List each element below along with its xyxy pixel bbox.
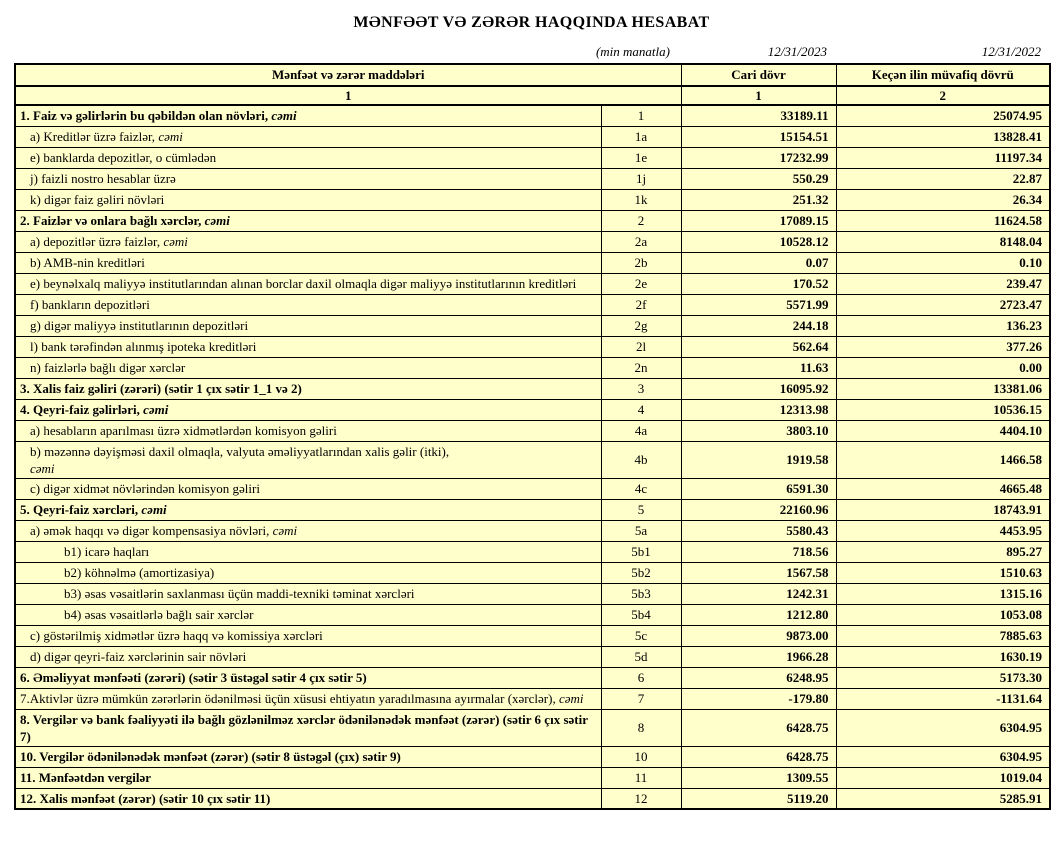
row-label: 6. Əməliyyat mənfəəti (zərəri) (sətir 3 üstəgəl sətir 4 çıx sətir 5) [15,667,601,688]
table-row [15,667,1050,688]
row-value-current: 17089.15 [681,210,836,231]
row-value-current: 17232.99 [681,147,836,168]
row-value-previous: 8148.04 [836,231,1050,252]
row-code: 1 [601,105,681,126]
row-value-previous: 377.26 [836,336,1050,357]
row-value-previous: 25074.95 [836,105,1050,126]
table-header-row [15,64,1050,86]
row-value-previous: 18743.91 [836,499,1050,520]
table-row [15,562,1050,583]
row-code: 1j [601,168,681,189]
row-value-previous: 1315.16 [836,583,1050,604]
row-value-previous: 4404.10 [836,420,1050,441]
row-label: l) bank tərəfindən alınmış ipoteka kreditləri [15,336,601,357]
row-code: 10 [601,746,681,767]
row-label: a) hesabların aparılması üzrə xidmətlərdən komisyon gəliri [15,420,601,441]
row-value-current: 550.29 [681,168,836,189]
row-value-previous: 13828.41 [836,126,1050,147]
row-value-previous: 6304.95 [836,709,1050,746]
header-items: Mənfəət və zərər maddələri [15,64,681,86]
row-value-current: 5571.99 [681,294,836,315]
row-code: 5b3 [601,583,681,604]
table-row [15,231,1050,252]
page-title: MƏNFƏƏT VƏ ZƏRƏR HAQQINDA HESABAT [353,14,710,31]
row-label: 2. Faizlər və onlara bağlı xərclər, cəmi [15,210,601,231]
table-row [15,746,1050,767]
row-code: 2f [601,294,681,315]
table-row [15,541,1050,562]
row-label: b4) əsas vəsaitlərlə bağlı sair xərclər [15,604,601,625]
column-numbers-row [15,86,1050,105]
row-code: 1a [601,126,681,147]
row-value-current: 0.07 [681,252,836,273]
table-row [15,147,1050,168]
row-value-previous: 5285.91 [836,788,1050,809]
row-label: 10. Vergilər ödənilənədək mənfəət (zərər) (sətir 8 üstəgəl (çıx) sətir 9) [15,746,601,767]
row-value-current: 3803.10 [681,420,836,441]
row-code: 2n [601,357,681,378]
row-value-previous: 10536.15 [836,399,1050,420]
row-value-current: -179.80 [681,688,836,709]
row-value-previous: 136.23 [836,315,1050,336]
row-value-current: 5580.43 [681,520,836,541]
row-value-previous: 1019.04 [836,767,1050,788]
table-row [15,252,1050,273]
row-code: 1k [601,189,681,210]
row-value-current: 1309.55 [681,767,836,788]
row-value-previous: 13381.06 [836,378,1050,399]
row-code: 5a [601,520,681,541]
row-code: 11 [601,767,681,788]
table-row [15,357,1050,378]
table-row [15,520,1050,541]
row-code: 2l [601,336,681,357]
row-code: 5b2 [601,562,681,583]
table-row [15,315,1050,336]
row-label: a) əmək haqqı və digər kompensasiya növləri, cəmi [15,520,601,541]
row-value-previous: 2723.47 [836,294,1050,315]
row-value-current: 12313.98 [681,399,836,420]
row-label: 11. Mənfəətdən vergilər [15,767,601,788]
table-row [15,583,1050,604]
row-value-current: 718.56 [681,541,836,562]
table-row [15,478,1050,499]
table-body [15,105,1050,809]
row-label: 4. Qeyri-faiz gəlirləri, cəmi [15,399,601,420]
row-value-current: 22160.96 [681,499,836,520]
table-row [15,788,1050,809]
row-value-current: 1919.58 [681,441,836,478]
row-value-current: 1966.28 [681,646,836,667]
row-value-previous: 239.47 [836,273,1050,294]
row-value-previous: 7885.63 [836,625,1050,646]
row-value-previous: 1466.58 [836,441,1050,478]
row-label: g) digər maliyyə institutlarının depozitləri [15,315,601,336]
row-value-current: 6591.30 [681,478,836,499]
row-code: 4 [601,399,681,420]
row-code: 5b4 [601,604,681,625]
row-value-current: 6248.95 [681,667,836,688]
row-value-previous: -1131.64 [836,688,1050,709]
dates-line [14,44,1049,60]
row-value-current: 6428.75 [681,746,836,767]
row-code: 2a [601,231,681,252]
row-value-previous: 1630.19 [836,646,1050,667]
row-value-current: 170.52 [681,273,836,294]
row-value-current: 1212.80 [681,604,836,625]
row-label: b2) köhnəlmə (amortizasiya) [15,562,601,583]
date-previous: 12/31/2022 [981,44,1041,59]
row-value-previous: 6304.95 [836,746,1050,767]
date-current: 12/31/2023 [767,44,827,59]
row-label: 12. Xalis mənfəət (zərər) (sətir 10 çıx sətir 11) [15,788,601,809]
row-value-current: 33189.11 [681,105,836,126]
table-row [15,420,1050,441]
table-row [15,767,1050,788]
row-label: j) faizli nostro hesablar üzrə [15,168,601,189]
row-label: a) depozitlər üzrə faizlər, cəmi [15,231,601,252]
row-value-current: 9873.00 [681,625,836,646]
table-row [15,210,1050,231]
table-row [15,688,1050,709]
row-label: c) göstərilmiş xidmətlər üzrə haqq və komissiya xərcləri [15,625,601,646]
table-row [15,336,1050,357]
row-label: e) beynəlxalq maliyyə institutlarından alınan borclar daxil olmaqla digər maliyyə institutlarının kreditləri [15,273,601,294]
row-code: 2e [601,273,681,294]
row-label: b1) icarə haqları [15,541,601,562]
row-label: 1. Faiz və gəlirlərin bu qəbildən olan növləri, cəmi [15,105,601,126]
row-label: 5. Qeyri-faiz xərcləri, cəmi [15,499,601,520]
row-value-previous: 0.10 [836,252,1050,273]
row-value-previous: 0.00 [836,357,1050,378]
row-value-current: 1567.58 [681,562,836,583]
row-code: 4a [601,420,681,441]
row-value-previous: 22.87 [836,168,1050,189]
table-row [15,294,1050,315]
row-value-current: 5119.20 [681,788,836,809]
row-label: 8. Vergilər və bank fəaliyyəti ilə bağlı gözlənilməz xərclər ödənilənədək mənfəət (zərər) (sətir 6 çıx sətir 7) [15,709,601,746]
row-label: a) Kreditlər üzrə faizlər, cəmi [15,126,601,147]
row-value-current: 1242.31 [681,583,836,604]
row-code: 5d [601,646,681,667]
table-row [15,189,1050,210]
row-label: n) faizlərlə bağlı digər xərclər [15,357,601,378]
row-value-previous: 1510.63 [836,562,1050,583]
header-previous-period: Keçən ilin müvafiq dövrü [836,64,1050,86]
row-code: 1e [601,147,681,168]
row-label: 3. Xalis faiz gəliri (zərəri) (sətir 1 çıx sətir 1_1 və 2) [15,378,601,399]
table-row [15,126,1050,147]
row-value-previous: 26.34 [836,189,1050,210]
unit-label: (min manatla) [595,44,670,59]
table-row [15,399,1050,420]
header-current-period: Cari dövr [681,64,836,86]
colnum-current: 1 [681,86,836,105]
row-code: 8 [601,709,681,746]
row-value-current: 16095.92 [681,378,836,399]
row-value-previous: 5173.30 [836,667,1050,688]
row-value-current: 6428.75 [681,709,836,746]
row-label: c) digər xidmət növlərindən komisyon gəliri [15,478,601,499]
row-value-previous: 11624.58 [836,210,1050,231]
table-row [15,625,1050,646]
row-label: b3) əsas vəsaitlərin saxlanması üçün maddi-texniki təminat xərcləri [15,583,601,604]
row-value-previous: 1053.08 [836,604,1050,625]
row-code: 2 [601,210,681,231]
row-code: 4b [601,441,681,478]
row-label: e) banklarda depozitlər, o cümlədən [15,147,601,168]
row-value-current: 11.63 [681,357,836,378]
row-code: 2b [601,252,681,273]
row-label: f) bankların depozitləri [15,294,601,315]
row-value-current: 15154.51 [681,126,836,147]
row-value-previous: 11197.34 [836,147,1050,168]
table-row [15,105,1050,126]
row-value-previous: 4665.48 [836,478,1050,499]
report-table [14,63,1051,810]
row-label: b) məzənnə dəyişməsi daxil olmaqla, valyuta əməliyyatlarından xalis gəlir (itki), cəmi [15,441,601,478]
row-value-current: 562.64 [681,336,836,357]
table-row [15,378,1050,399]
table-row [15,499,1050,520]
row-label: 7.Aktivlər üzrə mümkün zərərlərin ödənilməsi üçün xüsusi ehtiyatın yaradılmasına ayırmalar (xərclər), cəmi [15,688,601,709]
row-value-previous: 4453.95 [836,520,1050,541]
row-label: d) digər qeyri-faiz xərclərinin sair növləri [15,646,601,667]
row-code: 2g [601,315,681,336]
row-value-current: 244.18 [681,315,836,336]
row-code: 12 [601,788,681,809]
table-row [15,168,1050,189]
row-code: 5 [601,499,681,520]
table-row [15,709,1050,746]
colnum-previous: 2 [836,86,1050,105]
row-code: 5b1 [601,541,681,562]
table-row [15,273,1050,294]
row-value-current: 10528.12 [681,231,836,252]
row-value-previous: 895.27 [836,541,1050,562]
table-row [15,604,1050,625]
row-label: k) digər faiz gəliri növləri [15,189,601,210]
row-value-current: 251.32 [681,189,836,210]
row-code: 3 [601,378,681,399]
row-code: 6 [601,667,681,688]
row-code: 4c [601,478,681,499]
colnum-items: 1 [15,86,681,105]
row-code: 5c [601,625,681,646]
row-code: 7 [601,688,681,709]
row-label: b) AMB-nin kreditləri [15,252,601,273]
table-row [15,646,1050,667]
table-row [15,441,1050,478]
